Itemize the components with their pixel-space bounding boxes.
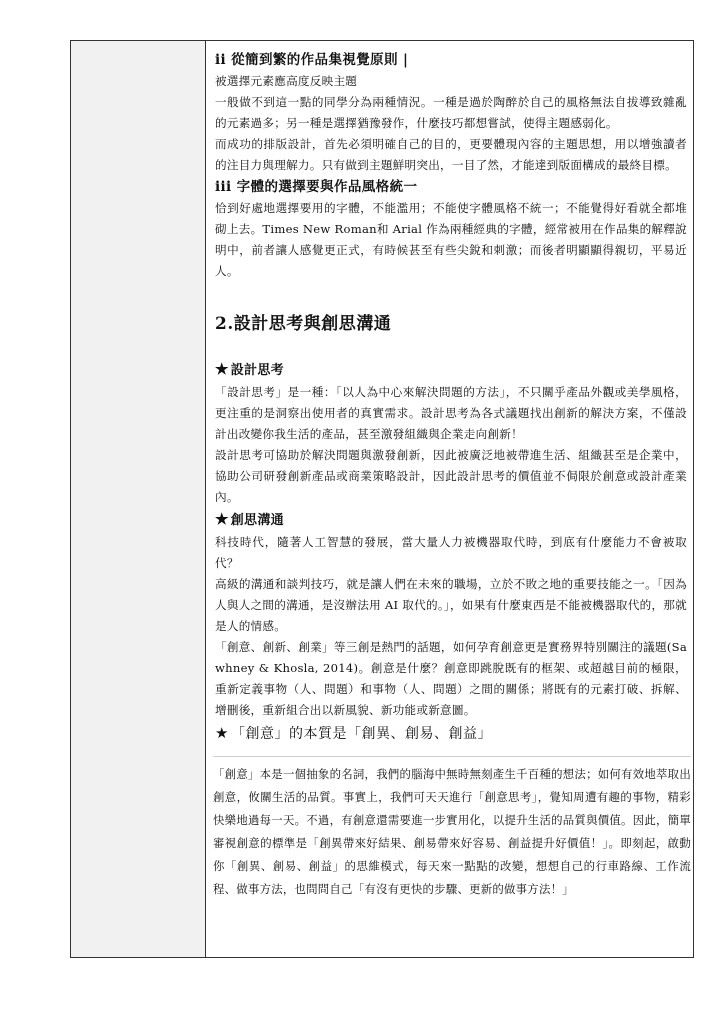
- design-thinking-para-2: 設計思考可協助於解決問題與激發創新，因此被廣泛地被帶進生活、組織甚至是企業中，協助公司研發創新產品或商業策略設計，因此設計思考的價值並不侷限於創意或設計產業內。: [215, 448, 687, 504]
- section-ii-para-1: 被選擇元素應高度反映主題: [215, 74, 358, 88]
- essence-body: [213, 756, 691, 901]
- main-content: [213, 49, 691, 901]
- design-thinking-title: 設計思考: [230, 363, 284, 378]
- creative-comm-para-1: 科技時代，隨著人工智慧的發展，當大量人力被機器取代時，到底有什麼能力不會被取代？: [215, 535, 687, 570]
- black-star-icon: ★: [215, 724, 229, 742]
- essence-title: 「創意」的本質是「創異、創易、創益」: [230, 726, 492, 742]
- essence-heading: [215, 721, 687, 746]
- section-ii-para-3: 而成功的排版設計，首先必須明確自己的目的，更要體現內容的主題思想，用以增強讀者的注目力與理解力。只有做到主題鮮明突出，一目了然，才能達到版面構成的最終目標。: [215, 137, 687, 172]
- page-frame: [70, 40, 694, 958]
- section-iii-para-1: 恰到好處地選擇要用的字體，不能濫用；不能使字體風格不統一；不能覺得好看就全都堆砌上去。Times New Roman和 Arial 作為兩種經典的字體，經常被用在作品集的解釋說明中，前者讓人感覺更正式，有時候甚至有些尖銳和刺激；而後者明顯顯得親切，平易近人。: [215, 201, 687, 278]
- section-iii-title: iii 字體的選擇要與作品風格統一: [215, 179, 418, 195]
- design-thinking-para-1: 「設計思考」是一種：「以人為中心來解決問題的方法」，不只關乎產品外觀或美學風格，更注重的是洞察出使用者的真實需求。設計思考為各式議題找出創新的解決方案，不僅設計出改變你我生活的產品，甚至激發組織與企業走向創新！: [215, 385, 687, 441]
- black-star-icon: ★: [215, 510, 229, 528]
- essence-para-1: 「創意」本是一個抽象的名詞，我們的腦海中無時無刻產生千百種的想法；如何有效地萃取出創意，攸關生活的品質。事實上，我們可天天進行「創意思考」，覺知周遭有趣的事物，精彩快樂地過每一天。不過，有創意還需要進一步實用化，以提升生活的品質與價值。因此，簡單審視創意的標準是「創異帶來好結果、創易帶來好容易、創益提升好價值！」。即刻起，啟動你「創異、創易、創益」的思維模式，每天來一點點的改變，想想自己的行車路線、工作流程、做事方法，也問問自己「有沒有更快的步驟、更新的做事方法！」: [213, 767, 691, 896]
- section-2-title: 2.設計思考與創思溝通: [215, 314, 392, 334]
- creative-comm-para-2: 高級的溝通和談判技巧，就是讓人們在未來的職場，立於不敗之地的重要技能之一。「因為人與人之間的溝通，是沒辦法用 AI 取代的。」，如果有什麼東西是不能被機器取代的，那就是人的情感。: [215, 577, 687, 633]
- section-ii-title: ii 從簡到繁的作品集視覺原則 |: [215, 52, 409, 68]
- section-ii-para-2: 一般做不到這一點的同學分為兩種情況。一種是過於陶醉於自己的風格無法自拔導致雜亂的元素過多；另一種是選擇猶豫發作，什麼技巧都想嘗試，使得主題感弱化。: [215, 95, 687, 130]
- design-thinking-heading: [215, 358, 687, 382]
- black-star-icon: ★: [215, 360, 229, 378]
- left-column: [71, 41, 206, 957]
- creative-comm-title: 創思溝通: [230, 513, 284, 528]
- creative-comm-heading: [215, 508, 687, 532]
- creative-comm-para-3: 「創意、創新、創業」等三創是熱門的話題，如何孕育創意更是實務界特別關注的議題(Sawhney & Khosla, 2014)。創意是什麼？創意即跳脫既有的框架、或超越目前的極限，重新定義事物（人、問題）和事物（人、問題）之間的關係；將既有的元素打破、拆解、增刪後，重新組合出以新風貌、新功能或新意圖。: [215, 640, 687, 717]
